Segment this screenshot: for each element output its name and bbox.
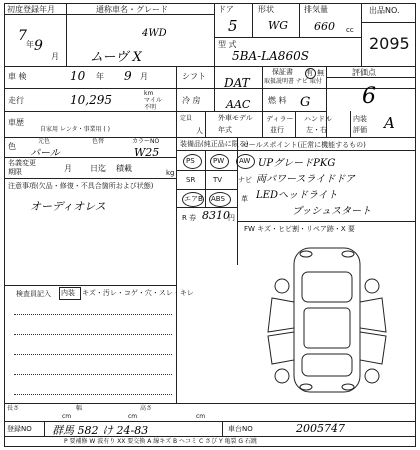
length-cm: cm (62, 413, 72, 420)
footer-legend: P 要補修 W 波有り XX 要交換 A 線キズ B ヘコミ C さび Y 亀裂 G 石跳 (64, 438, 257, 445)
month-unit: 月 (51, 52, 59, 61)
rear-window (302, 354, 352, 376)
note-line (14, 374, 172, 375)
color-no-value: W25 (134, 146, 160, 159)
sep (176, 111, 177, 137)
displacement-label: 排気量 (304, 5, 328, 14)
door-value: 5 (228, 17, 238, 35)
paint-label: 色替 (92, 138, 105, 145)
warranty-no: 無 (317, 69, 324, 77)
equip-airbag: エアB (184, 195, 203, 203)
mileage-value: 10,295 (70, 93, 112, 107)
sep (326, 77, 416, 78)
equip-pw: PW (213, 157, 225, 165)
score-label: 評価点 (352, 68, 376, 77)
year-unit: 年 (26, 40, 34, 49)
sep (66, 14, 214, 15)
score-value: 6 (362, 84, 376, 109)
sep (176, 150, 416, 151)
chassis-value: 2005747 (296, 422, 345, 435)
sales-point-2: 両パワースライドドア (256, 174, 355, 185)
headlight-right (342, 251, 354, 257)
sep (205, 111, 206, 137)
sep (176, 170, 237, 171)
sep (176, 189, 237, 190)
height-cm: cm (196, 413, 206, 420)
mileage-unit-unknown: 不明 (144, 104, 157, 111)
equip-leather: 革 (241, 195, 248, 203)
shift-label: シフト (182, 72, 206, 81)
r-label: R 券 (182, 214, 197, 222)
width-label: 幅 (76, 405, 83, 412)
right-front-door (360, 298, 386, 332)
height-label: 高さ (140, 405, 153, 412)
note-line (14, 394, 172, 395)
name-change-label: 名義変更 (8, 159, 36, 167)
interior-label: 内装 (353, 115, 367, 123)
mileage-unit-mile: マイル (144, 97, 162, 104)
transfer-day-unit: 日迄 (90, 164, 106, 173)
shift-value: DAT (224, 76, 250, 90)
equipment-title: 装備品(純正品に限る) (180, 140, 249, 148)
ac-label: 冷 房 (182, 96, 201, 105)
sep (4, 403, 416, 404)
sep (214, 66, 215, 111)
type-label: 型 式 (218, 40, 237, 49)
car-diagram (262, 240, 392, 400)
sep (222, 421, 223, 436)
inspector-tab-interior-label: 内装 (61, 289, 75, 297)
sep (295, 111, 296, 137)
note-line (14, 334, 172, 335)
width-cm: cm (128, 413, 138, 420)
history-options: 自家用 レンタ・事業用 ( ) (40, 126, 111, 133)
lot-number: 2095 (369, 34, 410, 53)
year-model-label: 年式 (218, 126, 232, 134)
sep (176, 207, 237, 208)
wheel-fr (365, 279, 379, 293)
notes-line: オーディオレス (30, 200, 106, 213)
sep (299, 3, 300, 37)
chassis-label: 車台NO (228, 425, 253, 433)
transfer-month-unit: 月 (64, 164, 72, 173)
sep (214, 37, 362, 38)
sep (361, 22, 416, 23)
row2-bottom (4, 88, 416, 89)
equip-ps: PS (186, 157, 195, 165)
first-reg-label: 初度登録年月 (7, 5, 55, 14)
transfer-row-bottom (4, 178, 176, 179)
sep (350, 111, 351, 137)
inspection-label: 車 検 (8, 72, 27, 81)
equip-navi: ナビ (238, 176, 252, 184)
color-value: パール (30, 148, 60, 159)
sep (66, 3, 67, 67)
sep (176, 157, 177, 403)
length-label: 長さ (7, 405, 20, 412)
headlight-left (300, 251, 312, 257)
sep (205, 150, 206, 208)
frame-bottom (4, 446, 416, 447)
drive-type: 4WD (142, 28, 167, 39)
sep (176, 66, 177, 111)
sales-point-3: LEDヘッドライト (256, 190, 338, 201)
sales-point-4: プッシュスタート (292, 206, 372, 217)
model-grade-label: 通称車名・グレード (96, 5, 168, 14)
r-unit: 円 (228, 214, 235, 222)
sales-points-title: セールスポイント(正常に機能するもの) (242, 141, 366, 149)
load-label: 積載 (116, 164, 132, 173)
sep (4, 285, 176, 286)
mileage-label: 走行 (8, 96, 24, 105)
inspector-tab-codes: キズ・汚レ・コゲ・穴・スレ・キレ (82, 289, 194, 297)
sales-point-1: UPグレードPKG (258, 158, 336, 169)
sep (44, 421, 45, 436)
windshield (302, 272, 352, 302)
sep (252, 3, 253, 37)
right-rear-door (360, 332, 386, 364)
capacity-unit: 人 (196, 127, 203, 135)
reg-no-value: 群馬 582 け 24-83 (52, 424, 149, 437)
note-line (14, 354, 172, 355)
equip-tv: TV (213, 176, 223, 184)
wheel-rr (365, 369, 379, 383)
foreign-model-label: 外車モデル (218, 114, 253, 122)
deadline-label: 期限 (8, 168, 22, 176)
handle-label: ハンドル (304, 115, 332, 123)
sep (4, 14, 66, 15)
color-label: 色 (8, 142, 16, 151)
frame-right (415, 3, 416, 447)
row3-bottom (4, 111, 326, 112)
interior-sub: 評価 (353, 126, 367, 134)
fuel-value: G (300, 95, 311, 110)
inspection-month: 9 (124, 69, 132, 83)
reg-no-label: 登録NO (7, 425, 32, 433)
capacity-label: 定員 (180, 115, 193, 122)
shape-value: WG (268, 19, 289, 32)
color-no-label: カラーNO (132, 138, 160, 145)
equip-aw: AW (239, 157, 251, 165)
sep (361, 3, 362, 67)
equip-sr: SR (186, 176, 196, 184)
left-front-door (268, 298, 294, 332)
sep (214, 3, 215, 67)
dealer-sub: 並行 (270, 126, 284, 134)
mileage-unit-km: km (144, 90, 154, 97)
type-value: 5BA-LA860S (232, 49, 309, 63)
dealer-label: ディラー (266, 115, 294, 123)
warranty-yes: 有 (306, 69, 313, 77)
warranty-label: 保証書 (272, 68, 293, 76)
row4-bottom (4, 137, 416, 138)
load-unit: kg (166, 169, 175, 177)
lot-label: 出品NO. (369, 6, 400, 15)
note-line (14, 314, 172, 315)
door-label: ドア (218, 5, 234, 14)
first-reg-year: 7 (18, 28, 27, 44)
inspection-month-unit: 月 (140, 72, 148, 81)
interior-score: A (384, 114, 395, 132)
sep (262, 66, 263, 137)
sep (237, 221, 416, 222)
inspection-year: 10 (70, 69, 86, 83)
displacement-value: 660 (314, 20, 335, 33)
wheel-fl (275, 279, 289, 293)
fuel-label: 燃 料 (268, 96, 287, 105)
equip-abs: ABS (211, 195, 225, 203)
handle-sub: 左・右 (306, 126, 327, 134)
history-label: 車歴 (8, 118, 24, 127)
inspector-label: 検査員記入 (16, 290, 51, 298)
ac-value: AAC (226, 98, 251, 111)
frame-left (4, 3, 5, 447)
model-name: ムーヴ X (90, 50, 142, 65)
original-color-label: 元色 (38, 138, 51, 145)
roof (304, 308, 350, 348)
r-value: 8310 (202, 209, 230, 222)
notes-title: 注意事項(欠品・修復・不具合箇所および状態) (8, 182, 154, 190)
shape-label: 形状 (258, 5, 274, 14)
warranty-sub: 取扱説明書 ナビ 取付 (264, 78, 322, 85)
damage-legend: FW キズ・ヒビ割・リペア跡・X 要 (244, 225, 355, 233)
cc-unit: cc (346, 26, 354, 34)
taillight-right (342, 384, 354, 390)
taillight-left (300, 384, 312, 390)
inspection-year-unit: 年 (96, 72, 104, 81)
first-reg-month: 9 (34, 38, 43, 54)
left-rear-door (268, 332, 294, 364)
wheel-rl (275, 369, 289, 383)
